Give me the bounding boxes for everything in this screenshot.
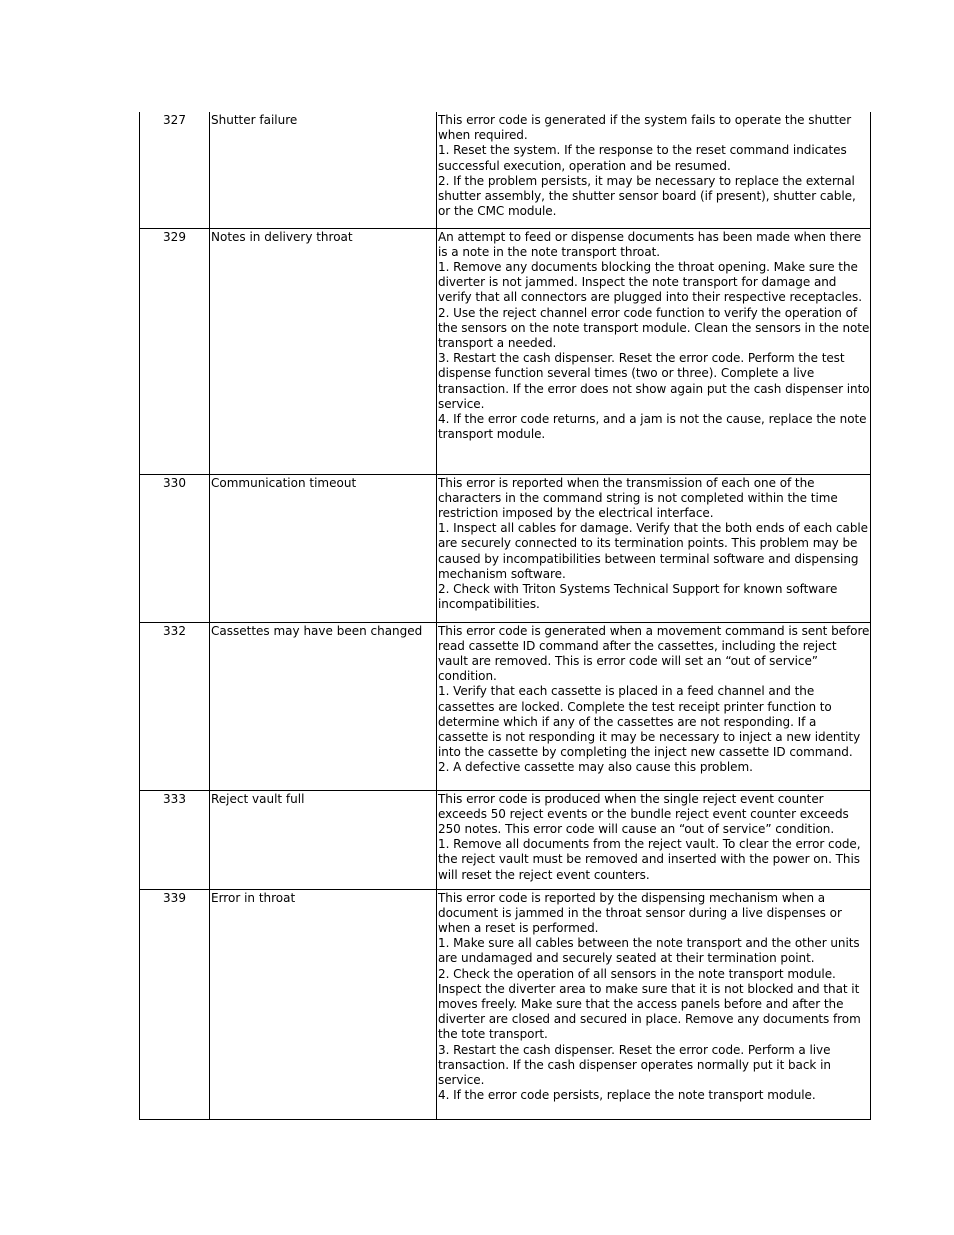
table-row [140, 112, 871, 228]
description-paragraph: 4. If the error code persists, replace the note transport module. [438, 1088, 816, 1103]
table-row [140, 790, 871, 889]
error-description-cell [437, 228, 871, 474]
error-name-cell [210, 474, 437, 622]
description-paragraph: An attempt to feed or dispense documents has been made when there is a note in the note transport throat. [438, 229, 862, 259]
error-code-cell [140, 622, 210, 790]
error-code: 332 [163, 623, 186, 638]
description-paragraph: 2. If the problem persists, it may be necessary to replace the external shutter assembly, the shutter sensor board (if present), shutter cable, or the CMC module. [438, 173, 856, 219]
error-code: 339 [163, 890, 186, 905]
description-paragraph: 2. A defective cassette may also cause this problem. [438, 760, 753, 775]
description-paragraph: 4. If the error code returns, and a jam is not the cause, replace the note transport module. [438, 411, 867, 442]
table-row [140, 889, 871, 1119]
error-code: 330 [163, 475, 186, 490]
description-paragraph: 1. Remove any documents blocking the throat opening. Make sure the diverter is not jammed. Inspect the note transport for damage and verify that all connectors are plugged into their respective receptacles. 2. Use the reject channel error code function to verify the operation of the sensors on the note transport module. Clean the sensors in the note transport a needed. [438, 259, 870, 350]
error-name-cell [210, 889, 437, 1119]
error-code-cell [140, 790, 210, 889]
error-code-cell [140, 112, 210, 228]
error-name: Communication timeout [211, 475, 357, 490]
error-name-cell [210, 228, 437, 474]
description-paragraph: 3. Restart the cash dispenser. Reset the error code. Perform the test dispense function several times (two or three). Complete a live transaction. If the error does not show again put the cash dispenser into service. [438, 351, 870, 411]
error-name: Cassettes may have been changed [211, 623, 423, 638]
error-name: Error in throat [211, 890, 296, 905]
table-row [140, 474, 871, 622]
error-description-cell [437, 112, 871, 228]
error-description-cell [437, 790, 871, 889]
description-paragraph: This error code is generated if the system fails to operate the shutter when required. [438, 113, 852, 143]
description-paragraph: 1. Verify that each cassette is placed in a feed channel and the cassettes are locked. Complete the test receipt printer function to determine which if any of the cassettes are not responding. If a cassette is not responding it may be necessary to inject a new identity into the cassette by completing the inject new cassette ID command. [438, 684, 861, 760]
error-code-cell [140, 474, 210, 622]
error-description-cell [437, 474, 871, 622]
error-description-cell [437, 889, 871, 1119]
description-paragraph: 2. Check the operation of all sensors in the note transport module. Inspect the diverter area to make sure that it is not blocked and that it moves freely. Make sure that the access panels before and after the diverter are closed and secured in place. Remove any documents from the tote transport. [438, 966, 861, 1042]
error-code: 333 [163, 791, 186, 806]
error-name-cell [210, 622, 437, 790]
description-paragraph: 2. Check with Triton Systems Technical Support for known software incompatibilities. [438, 581, 838, 612]
error-name: Shutter failure [211, 113, 298, 127]
description-paragraph: This error is reported when the transmission of each one of the characters in the command string is not completed within the time restriction imposed by the electrical interface. [438, 475, 838, 520]
table-row [140, 228, 871, 474]
description-paragraph: 1. Inspect all cables for damage. Verify that the both ends of each cable are securely connected to its termination points. This problem may be caused by incompatibilities between terminal software and dispensing mechanism software. [438, 521, 868, 581]
description-paragraph: This error code is produced when the single reject event counter exceeds 50 reject events or the bundle reject event counter exceeds 250 notes. This error code will cause an “out of service” condition. [438, 791, 849, 836]
error-name-cell [210, 790, 437, 889]
description-paragraph: 3. Restart the cash dispenser. Reset the error code. Perform a live transaction. If the cash dispenser operates normally put it back in service. [438, 1042, 831, 1087]
error-description-cell [437, 622, 871, 790]
error-name-cell [210, 112, 437, 228]
error-code-cell [140, 228, 210, 474]
description-paragraph: This error code is generated when a movement command is sent before read cassette ID command after the cassettes, including the reject vault are removed. This is error code will set an “out of service” condition. [438, 623, 870, 684]
error-code: 329 [163, 229, 186, 244]
description-paragraph: 1. Make sure all cables between the note transport and the other units are undamaged and securely seated at their termination point. [438, 936, 860, 966]
table-row [140, 622, 871, 790]
error-code-cell [140, 889, 210, 1119]
error-name: Notes in delivery throat [211, 229, 353, 244]
error-name: Reject vault full [211, 791, 305, 806]
error-code-table [139, 112, 871, 1120]
description-paragraph: 1. Remove all documents from the reject vault. To clear the error code, the reject vault must be removed and inserted with the power on. This will reset the reject event counters. [438, 837, 861, 882]
description-paragraph: This error code is reported by the dispensing mechanism when a document is jammed in the throat sensor during a live dispenses or when a reset is performed. [438, 890, 842, 935]
error-code: 327 [163, 113, 186, 127]
description-paragraph: 1. Reset the system. If the response to the reset command indicates successful execution, operation and be resumed. [438, 143, 847, 173]
